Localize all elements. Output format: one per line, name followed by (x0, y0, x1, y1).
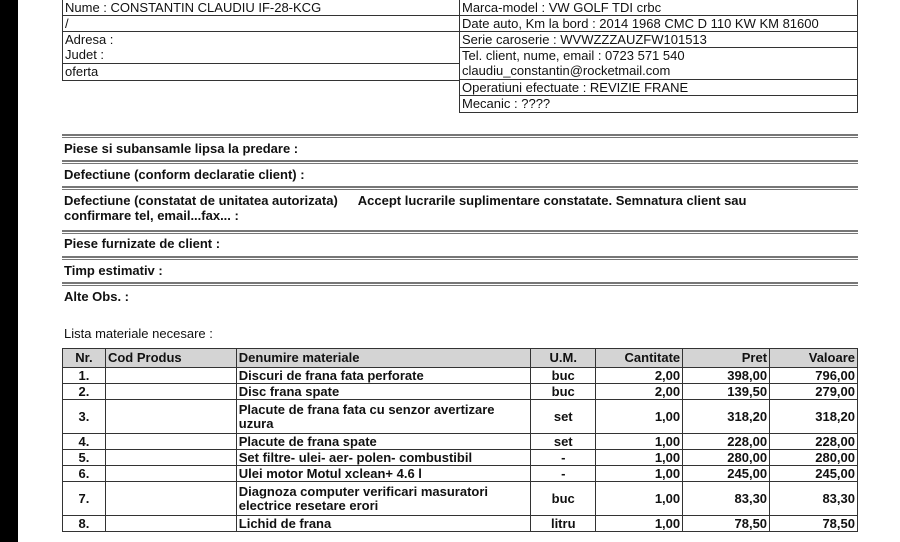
cell-material-name: Ulei motor Motul xclean+ 4.6 l (236, 466, 531, 482)
materials-table (62, 348, 858, 532)
cell-value: 78,50 (770, 516, 858, 532)
client-contact-block (460, 48, 857, 80)
client-offer: oferta (65, 64, 99, 79)
section-divider (62, 256, 858, 260)
cell-product-code (105, 368, 236, 384)
client-slash: / (63, 16, 459, 32)
table-row (63, 368, 858, 384)
header-material-name: Denumire materiale (236, 349, 531, 368)
cell-price: 228,00 (683, 434, 770, 450)
header-price: Pret (683, 349, 770, 368)
cell-quantity: 1,00 (596, 466, 683, 482)
cell-product-code (105, 384, 236, 400)
cell-price: 398,00 (683, 368, 770, 384)
cell-product-code (105, 434, 236, 450)
left-black-border (0, 0, 18, 542)
cell-unit: buc (531, 384, 596, 400)
section-client-fault: Defectiune (conform declaratie client) : (64, 167, 305, 182)
mechanic: Mecanic : ???? (462, 96, 551, 111)
section-divider (62, 186, 858, 190)
section-other-notes: Alte Obs. : (64, 289, 130, 304)
materials-list-title: Lista materiale necesare : (64, 326, 213, 341)
cell-unit: set (531, 400, 596, 434)
cell-nr: 4. (63, 434, 106, 450)
cell-value: 228,00 (770, 434, 858, 450)
cell-nr: 7. (63, 482, 106, 516)
header-value: Valoare (770, 349, 858, 368)
cell-material-name: Discuri de frana fata perforate (236, 368, 531, 384)
cell-nr: 5. (63, 450, 106, 466)
table-row (63, 482, 858, 516)
cell-product-code (105, 466, 236, 482)
section-divider (62, 160, 858, 164)
accept-extra-work-text: Accept lucrarile suplimentare constatate. Semnatura client sau (357, 193, 747, 208)
client-address-block (63, 32, 459, 64)
table-row (63, 400, 858, 434)
table-row (63, 434, 858, 450)
vehicle-details: Date auto, Km la bord : 2014 1968 CMC D 110 KW KM 81600 (460, 16, 857, 32)
cell-material-name: Set filtre- ulei- aer- polen- combustibil (236, 450, 531, 466)
section-divider (62, 230, 858, 234)
cell-value: 245,00 (770, 466, 858, 482)
cell-nr: 3. (63, 400, 106, 434)
client-email: claudiu_constantin@rocketmail.com (462, 63, 671, 78)
table-header-row (63, 349, 858, 368)
cell-product-code (105, 450, 236, 466)
section-client-parts: Piese furnizate de client : (64, 236, 221, 251)
client-phone: Tel. client, nume, email : 0723 571 540 (462, 48, 685, 63)
table-row (63, 450, 858, 466)
cell-product-code (105, 482, 236, 516)
cell-material-name: Placute de frana spate (236, 434, 531, 450)
cell-value: 83,30 (770, 482, 858, 516)
client-address: Adresa : (65, 32, 114, 47)
cell-quantity: 2,00 (596, 368, 683, 384)
cell-price: 139,50 (683, 384, 770, 400)
cell-value: 279,00 (770, 384, 858, 400)
section-divider (62, 134, 858, 138)
cell-quantity: 1,00 (596, 400, 683, 434)
cell-material-name: Diagnoza computer verificari masuratori electrice resetare erori (236, 482, 531, 516)
operations-performed: Operatiuni efectuate : REVIZIE FRANE (460, 80, 857, 96)
cell-value: 796,00 (770, 368, 858, 384)
section-divider (62, 282, 858, 286)
header-nr: Nr. (63, 349, 106, 368)
header-unit: U.M. (531, 349, 596, 368)
cell-unit: buc (531, 482, 596, 516)
vehicle-vin: Serie caroserie : WVWZZZAUZFW101513 (460, 32, 857, 48)
header-product-code: Cod Produs (105, 349, 236, 368)
cell-price: 83,30 (683, 482, 770, 516)
cell-quantity: 2,00 (596, 384, 683, 400)
cell-value: 318,20 (770, 400, 858, 434)
cell-quantity: 1,00 (596, 450, 683, 466)
cell-nr: 1. (63, 368, 106, 384)
cell-unit: set (531, 434, 596, 450)
section-observed-fault (64, 193, 854, 208)
table-row (63, 516, 858, 532)
cell-unit: - (531, 466, 596, 482)
cell-quantity: 1,00 (596, 434, 683, 450)
observed-fault-label: Defectiune (constatat de unitatea autorizata) (64, 193, 338, 208)
cell-product-code (105, 516, 236, 532)
section-estimated-time: Timp estimativ : (64, 263, 163, 278)
vehicle-info-box (459, 0, 858, 113)
vehicle-make-model: Marca-model : VW GOLF TDI crbc (460, 0, 857, 16)
cell-price: 318,20 (683, 400, 770, 434)
client-info-box (62, 0, 460, 81)
cell-quantity: 1,00 (596, 482, 683, 516)
cell-nr: 2. (63, 384, 106, 400)
cell-material-name: Placute de frana fata cu senzor avertizare uzura (236, 400, 531, 434)
cell-material-name: Lichid de frana (236, 516, 531, 532)
cell-product-code (105, 400, 236, 434)
cell-price: 78,50 (683, 516, 770, 532)
header-quantity: Cantitate (596, 349, 683, 368)
table-row (63, 466, 858, 482)
document-page (18, 0, 900, 542)
cell-unit: buc (531, 368, 596, 384)
confirmation-label: confirmare tel, email...fax... : (64, 208, 239, 223)
cell-quantity: 1,00 (596, 516, 683, 532)
client-county: Judet : (65, 47, 105, 62)
cell-price: 280,00 (683, 450, 770, 466)
cell-nr: 8. (63, 516, 106, 532)
cell-value: 280,00 (770, 450, 858, 466)
cell-unit: litru (531, 516, 596, 532)
cell-price: 245,00 (683, 466, 770, 482)
cell-nr: 6. (63, 466, 106, 482)
cell-unit: - (531, 450, 596, 466)
table-row (63, 384, 858, 400)
section-missing-parts: Piese si subansamle lipsa la predare : (64, 141, 299, 156)
client-name: Nume : CONSTANTIN CLAUDIU IF-28-KCG (63, 0, 459, 16)
cell-material-name: Disc frana spate (236, 384, 531, 400)
